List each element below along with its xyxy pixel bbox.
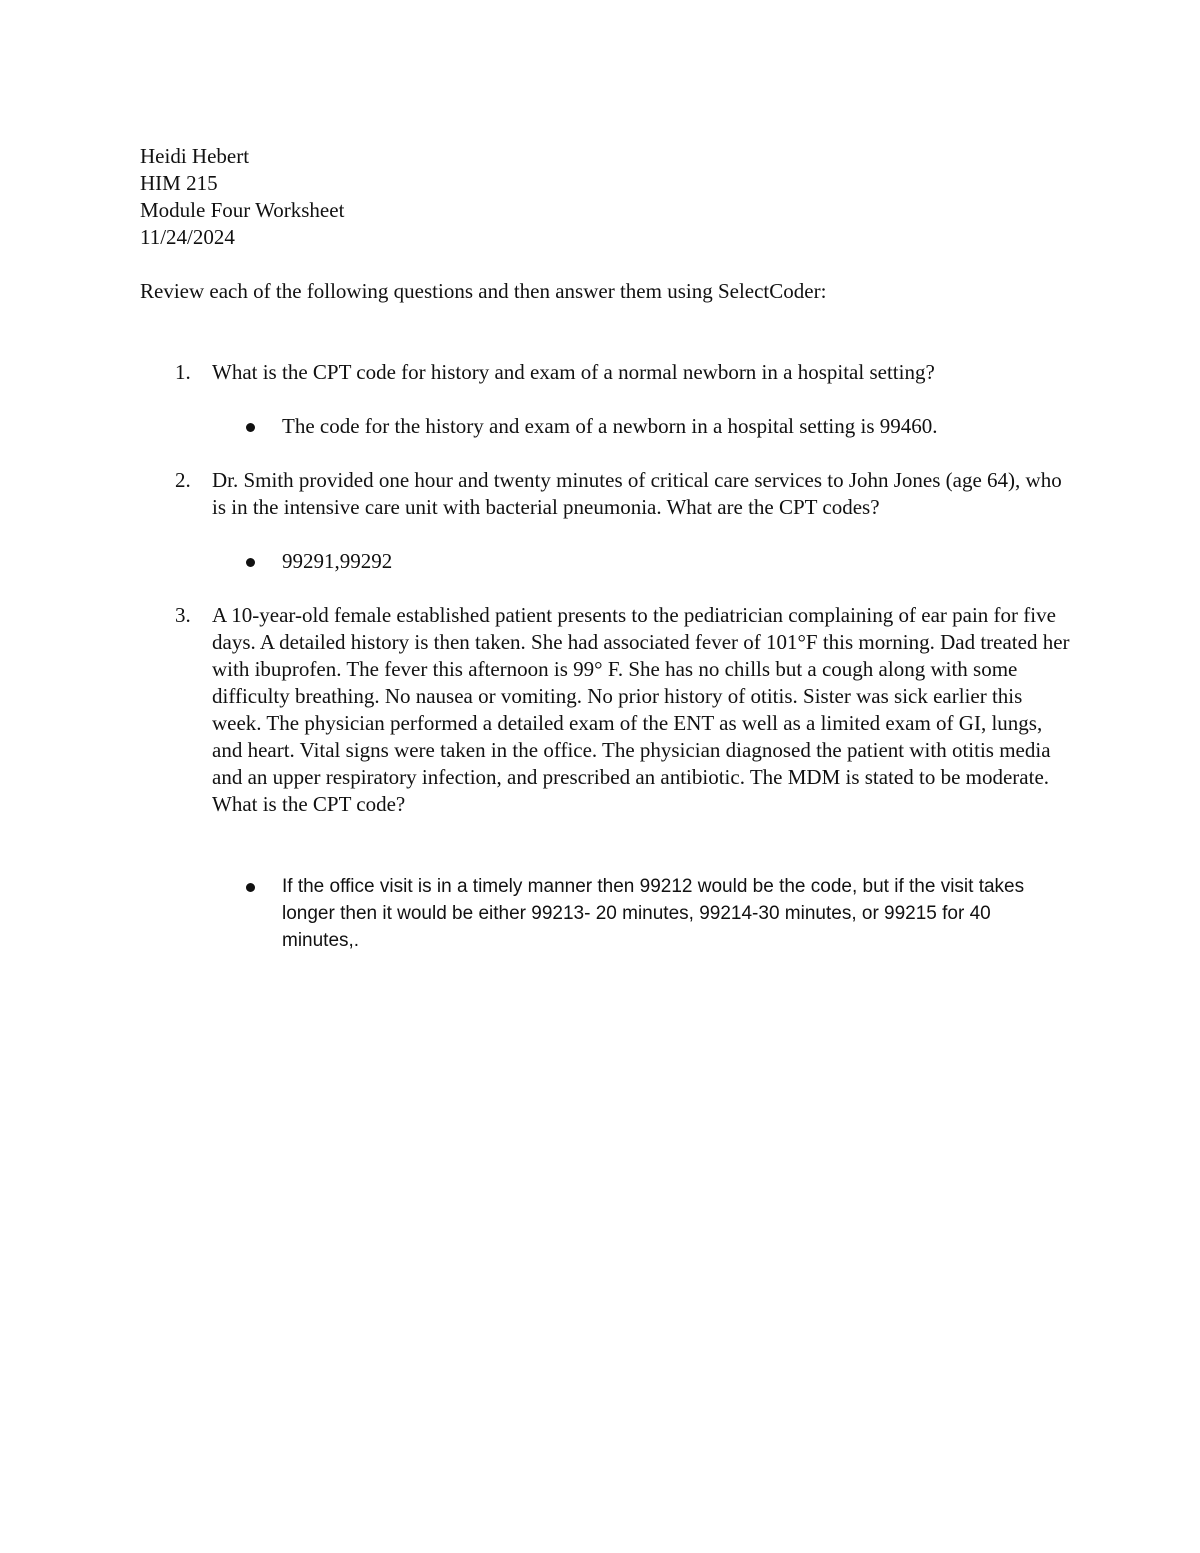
bullet-icon: [246, 423, 255, 432]
student-name: Heidi Hebert: [140, 144, 250, 168]
question-text: A 10-year-old female established patient presents to the pediatrician complaining of ear pain for five days. A detailed history is then taken. She had associated fever of 101°F this morning. Dad treated her with ibuprofen. The fever this afternoon is 99° F. She has no chills but a cough along with some difficulty breathing. No nausea or vomiting. No prior history of otitis. Sister was sick earlier this week. The physician performed a detailed exam of the ENT as well as a limited exam of GI, lungs, and heart. Vital signs were taken in the office. The physician diagnosed the patient with otitis media and an upper respiratory infection, and prescribed an antibiotic. The MDM is stated to be moderate. What is the CPT code?: [212, 603, 1070, 816]
bullet-icon: [246, 883, 255, 892]
document-header: [140, 143, 740, 251]
question-text: What is the CPT code for history and exam of a normal newborn in a hospital setting?: [212, 360, 935, 384]
question-text: Dr. Smith provided one hour and twenty minutes of critical care services to John Jones (age 64), who is in the intensive care unit with bacterial pneumonia. What are the CPT codes?: [212, 468, 1062, 519]
assignment-title: Module Four Worksheet: [140, 198, 345, 222]
question-number: 1.: [175, 360, 191, 384]
document-date: 11/24/2024: [140, 225, 235, 249]
bullet-icon: [246, 558, 255, 567]
instructions-text: Review each of the following questions and then answer them using SelectCoder:: [140, 279, 827, 303]
answer-text: If the office visit is in a timely manner then 99212 would be the code, but if the visit takes longer then it would be either 99213- 20 minutes, 99214-30 minutes, or 99215 for 40 minutes,.: [282, 876, 1025, 951]
question-number: 3.: [175, 603, 191, 627]
answer-text: The code for the history and exam of a newborn in a hospital setting is 99460.: [282, 414, 938, 438]
course-code: HIM 215: [140, 171, 218, 195]
answer-text: 99291,99292: [282, 549, 393, 573]
question-number: 2.: [175, 468, 191, 492]
